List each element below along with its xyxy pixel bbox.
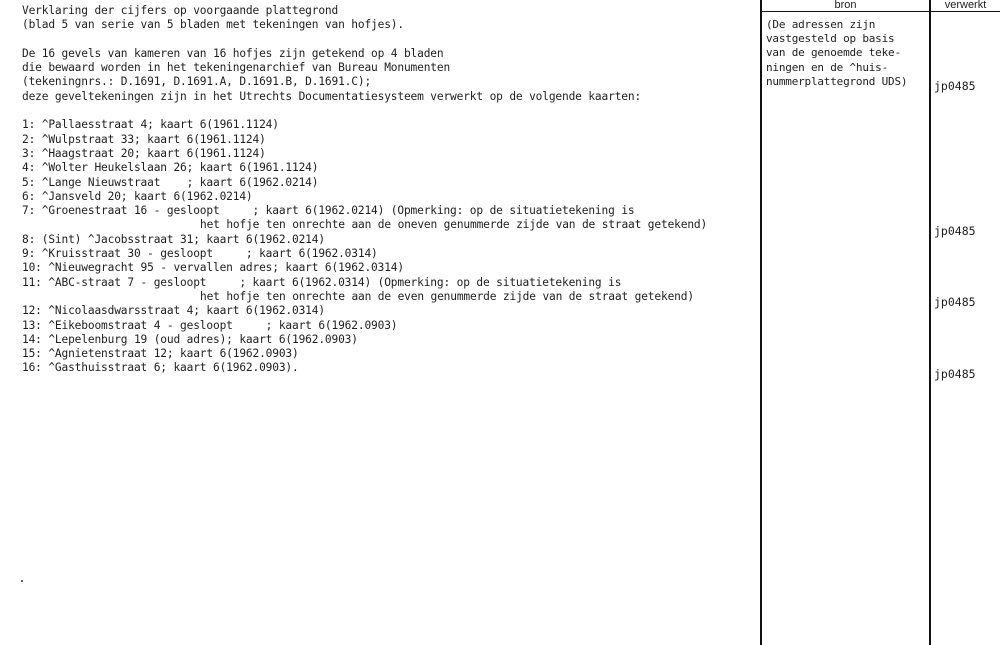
entry-line: 11: ^ABC-straat 7 - gesloopt ; kaart 6(1962.0314) (Opmerking: op de situatietekening is [22, 275, 622, 289]
column-header-bron: bron [834, 0, 857, 11]
bron-note-line: ningen en de ^huis- [766, 60, 889, 74]
entry-line: 16: ^Gasthuisstraat 6; kaart 6(1962.0903). [22, 361, 299, 375]
bron-note [766, 18, 928, 89]
verwerkt-mark: jp0485 [934, 367, 976, 381]
entry-line: 10: ^Nieuwegracht 95 - vervallen adres; kaart 6(1962.0314) [22, 261, 404, 275]
entry-continuation-line: het hofje ten onrechte aan de oneven genummerde zijde van de straat getekend) [200, 218, 708, 232]
verwerkt-mark: jp0485 [934, 295, 976, 309]
entry-line: 8: (Sint) ^Jacobsstraat 31; kaart 6(1962.0214) [22, 232, 325, 246]
intro-line: (blad 5 van serie van 5 bladen met tekeningen van hofjes). [22, 18, 404, 32]
description-line: De 16 gevels van kameren van 16 hofjes zijn getekend op 4 bladen [22, 46, 444, 60]
entry-line: 4: ^Wolter Heukelslaan 26; kaart 6(1961.1124) [22, 161, 319, 175]
header-rule [760, 11, 1000, 12]
entry-line: 5: ^Lange Nieuwstraat ; kaart 6(1962.0214) [22, 175, 319, 189]
verwerkt-mark: jp0485 [934, 79, 976, 93]
entry-line: 15: ^Agnietenstraat 12; kaart 6(1962.0903) [22, 347, 299, 361]
description-line: (tekeningnrs.: D.1691, D.1691.A, D.1691.B, D.1691.C); [22, 75, 372, 89]
intro-line: Verklaring der cijfers op voorgaande plattegrond [22, 4, 339, 17]
entry-line: 9: ^Kruisstraat 30 - gesloopt ; kaart 6(1962.0314) [22, 247, 378, 261]
bron-note-line: vastgesteld op basis [766, 32, 895, 46]
entry-line: 6: ^Jansveld 20; kaart 6(1962.0214) [22, 189, 253, 203]
bron-note-line: van de genoemde teke- [766, 46, 901, 60]
column-divider-verwerkt [929, 0, 931, 645]
bron-note-line: nummerplattegrond UDS) [766, 74, 908, 88]
main-text [22, 4, 757, 376]
entry-continuation-line: het hofje ten onrechte aan de even genummerde zijde van de straat getekend) [200, 289, 694, 303]
column-divider-bron [760, 0, 762, 645]
entry-line: 14: ^Lepelenburg 19 (oud adres); kaart 6(1962.0903) [22, 332, 358, 346]
bron-note-line: (De adressen zijn [766, 18, 876, 31]
entry-line: 12: ^Nicolaasdwarsstraat 4; kaart 6(1962.0314) [22, 304, 325, 318]
description-line: deze geveltekeningen zijn in het Utrechts Documentatiesysteem verwerkt op de volgende kaarten: [22, 89, 642, 103]
verwerkt-mark: jp0485 [934, 224, 976, 238]
entry-line: 2: ^Wulpstraat 33; kaart 6(1961.1124) [22, 132, 266, 146]
entry-line: 13: ^Eikeboomstraat 4 - gesloopt ; kaart 6(1962.0903) [22, 318, 398, 332]
entry-line: 7: ^Groenestraat 16 - gesloopt ; kaart 6(1962.0214) (Opmerking: op de situatietekening is [22, 204, 635, 218]
entry-line: 1: ^Pallaesstraat 4; kaart 6(1961.1124) [22, 118, 279, 132]
description-line: die bewaard worden in het tekeningenarchief van Bureau Monumenten [22, 61, 451, 75]
column-header-verwerkt: verwerkt [944, 0, 987, 11]
entry-line: 3: ^Haagstraat 20; kaart 6(1961.1124) [22, 146, 266, 160]
paper-speck [21, 580, 23, 582]
